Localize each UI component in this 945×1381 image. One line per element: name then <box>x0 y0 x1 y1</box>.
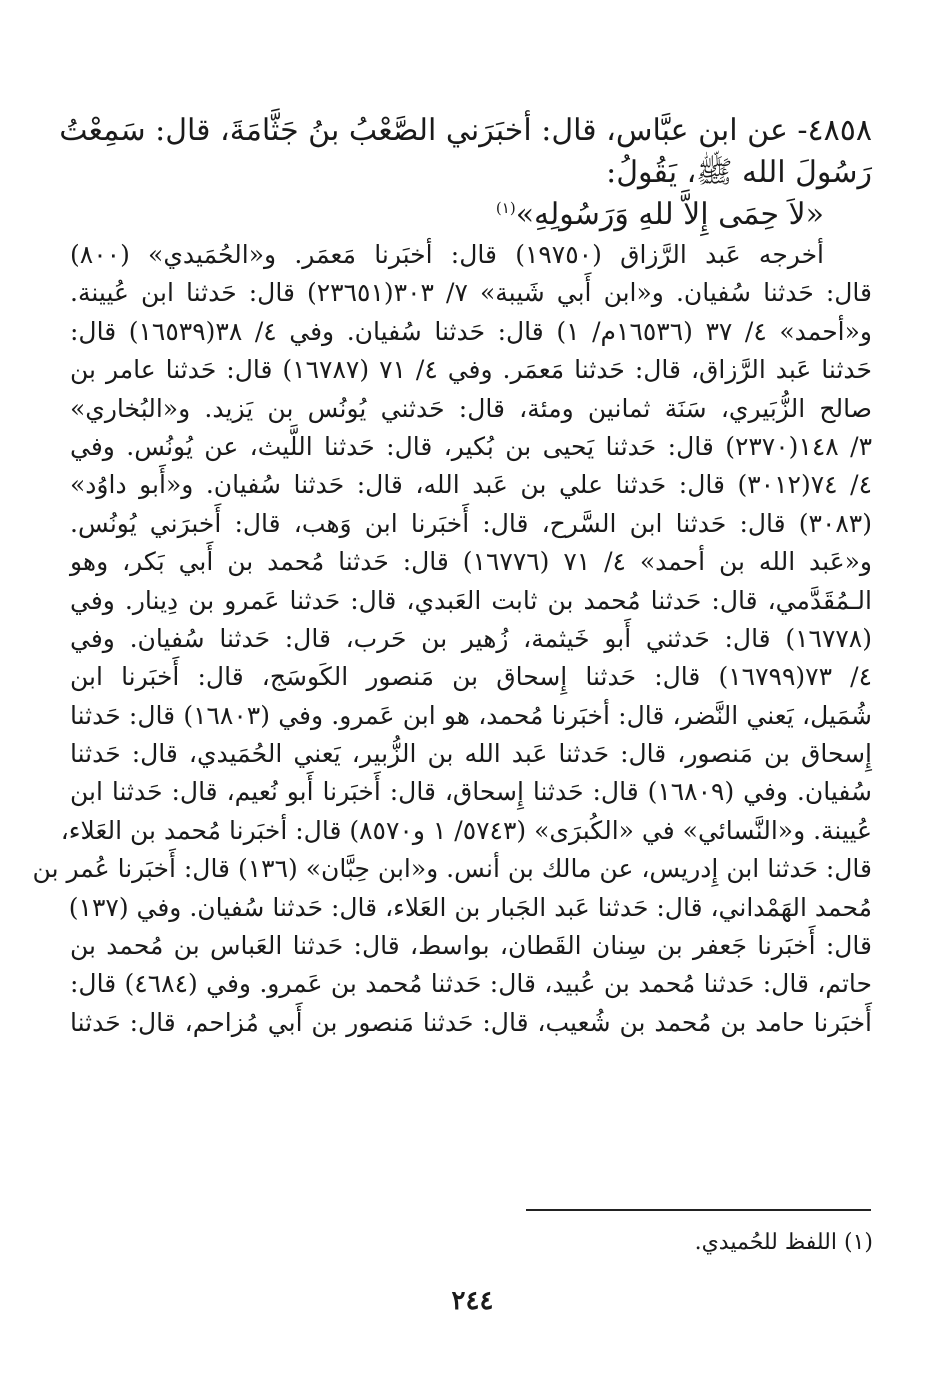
takhrij-line: شُمَيل، يَعني النَّضر، قال: أخبَرنا مُحمد، هو ابن عَمرو. وفي (١٦٨٠٣) قال: حَدثنا <box>70 700 873 730</box>
page-number: ٢٤٤ <box>451 1286 494 1316</box>
takhrij-line: قال: حَدثنا ابن إِدريس، عن مالك بن أنس. و«ابن حِبَّان» (١٣٦) قال: أَخبَرنا عُمر بن <box>32 854 872 884</box>
takhrij-line: قال: حَدثنا سُفيان. و«ابن أَبي شَيبة» ٧/ ٣٠٣(٢٣٦٥١) قال: حَدثنا ابن عُيينة. <box>70 278 872 308</box>
takhrij-line: ٤/ ٧٣(١٦٧٩٩) قال: حَدثنا إِسحاق بن مَنصور الكَوسَج، قال: أَخبَرنا ابن <box>70 662 872 692</box>
takhrij-line: قال: أَخبَرنا جَعفر بن سِنان القَطان، بواسط، قال: حَدثنا العَباس بن مُحمد بن <box>70 931 872 961</box>
takhrij-line: سُفيان. وفي (١٦٨٠٩) قال: حَدثنا إِسحاق، قال: أَخبَرنا أَبو نُعيم، قال: حَدثنا ابن <box>70 777 872 807</box>
hadith-line: رَسُولَ الله ﷺ، يَقُولُ: <box>606 155 872 190</box>
takhrij-line: الـمُقَدَّمي، قال: حَدثنا مُحمد بن ثابت العَبدي، قال: حَدثنا عَمرو بن دِينار. وفي <box>70 585 872 615</box>
takhrij-line: صالح الزُّبَيري، سَنَة ثمانين ومئة، قال: حَدثني يُونُس بن يَزيد. و«البُخاري» <box>70 393 872 423</box>
footnote-divider <box>526 1209 871 1211</box>
footnote-reference: (١) <box>495 199 516 217</box>
takhrij-line: حاتم، قال: حَدثنا مُحمد بن عُبيد، قال: حَدثنا مُحمد بن عَمرو. وفي (٤٦٨٤) قال: <box>70 969 872 999</box>
hadith-quote-line <box>70 194 872 236</box>
takhrij-line: إِسحاق بن مَنصور، قال: حَدثنا عَبد الله بن الزُّبير، يَعني الحُمَيدي، قال: حَدثنا <box>70 739 872 769</box>
hadith-line: ٤٨٥٨- عن ابن عبَّاس، قال: أخبَرَني الصَّعْبُ بنُ جَثَّامَةَ، قال: سَمِعْتُ <box>59 113 872 148</box>
takhrij-line: و«أحمد» ٤/ ٣٧ (١٦٥٣٦م/ ١) قال: حَدثنا سُفيان. وفي ٤/ ٣٨(١٦٥٣٩) قال: <box>70 316 872 346</box>
takhrij-line: ٣/ ١٤٨(٢٣٧٠) قال: حَدثنا يَحيى بن بُكير، قال: حَدثنا اللَّيث، عن يُونُس. وفي <box>70 431 872 461</box>
takhrij-line: مُحمد الهَمْداني، قال: حَدثنا عَبد الجَبار بن العَلاء، قال: حَدثنا سُفيان. وفي (١٣٧) <box>68 892 872 922</box>
footnote: (١) اللفظ للحُميدي. <box>694 1230 873 1255</box>
takhrij-line: (٣٠٨٣) قال: حَدثنا ابن السَّرح، قال: أَخبَرنا ابن وَهب، قال: أَخبرَني يُونُس. <box>70 508 872 538</box>
takhrij-line: حَدثنا عَبد الرَّزاق، قال: حَدثنا مَعمَر. وفي ٤/ ٧١ (١٦٧٨٧) قال: حَدثنا عامر بن <box>70 355 872 385</box>
takhrij-line: و«عَبد الله بن أحمد» ٤/ ٧١ (١٦٧٧٦) قال: حَدثنا مُحمد بن أَبي بَكر، وهو <box>70 547 872 577</box>
hadith-text <box>59 110 872 236</box>
takhrij-line: عُيينة. و«النَّسائي» في «الكُبرَى» (٥٧٤٣/ ١ و٨٥٧٠) قال: أخبَرنا مُحمد بن العَلاء، <box>60 815 872 845</box>
hadith-quote: «لاَ حِمَى إِلاَّ للهِ وَرَسُولِهِ» <box>515 197 824 232</box>
takhrij-line: أَخبَرنا حامد بن مُحمد بن شُعيب، قال: حَدثنا مَنصور بن أَبي مُزاحم، قال: حَدثنا <box>70 1007 872 1037</box>
takhrij-line: أخرجه عَبد الرَّزاق (١٩٧٥٠) قال: أخبَرنا مَعمَر. و«الحُمَيدي» (٨٠٠) <box>70 240 824 269</box>
text-column <box>32 110 873 1042</box>
takhrij-paragraph <box>32 236 873 1042</box>
takhrij-line: ٤/ ٧٤(٣٠١٢) قال: حَدثنا علي بن عَبد الله، قال: حَدثنا سُفيان. و«أَبو داوُد» <box>70 470 872 500</box>
takhrij-line: (١٦٧٧٨) قال: حَدثني أَبو خَيثمة، زُهير بن حَرب، قال: حَدثنا سُفيان. وفي <box>70 623 872 653</box>
